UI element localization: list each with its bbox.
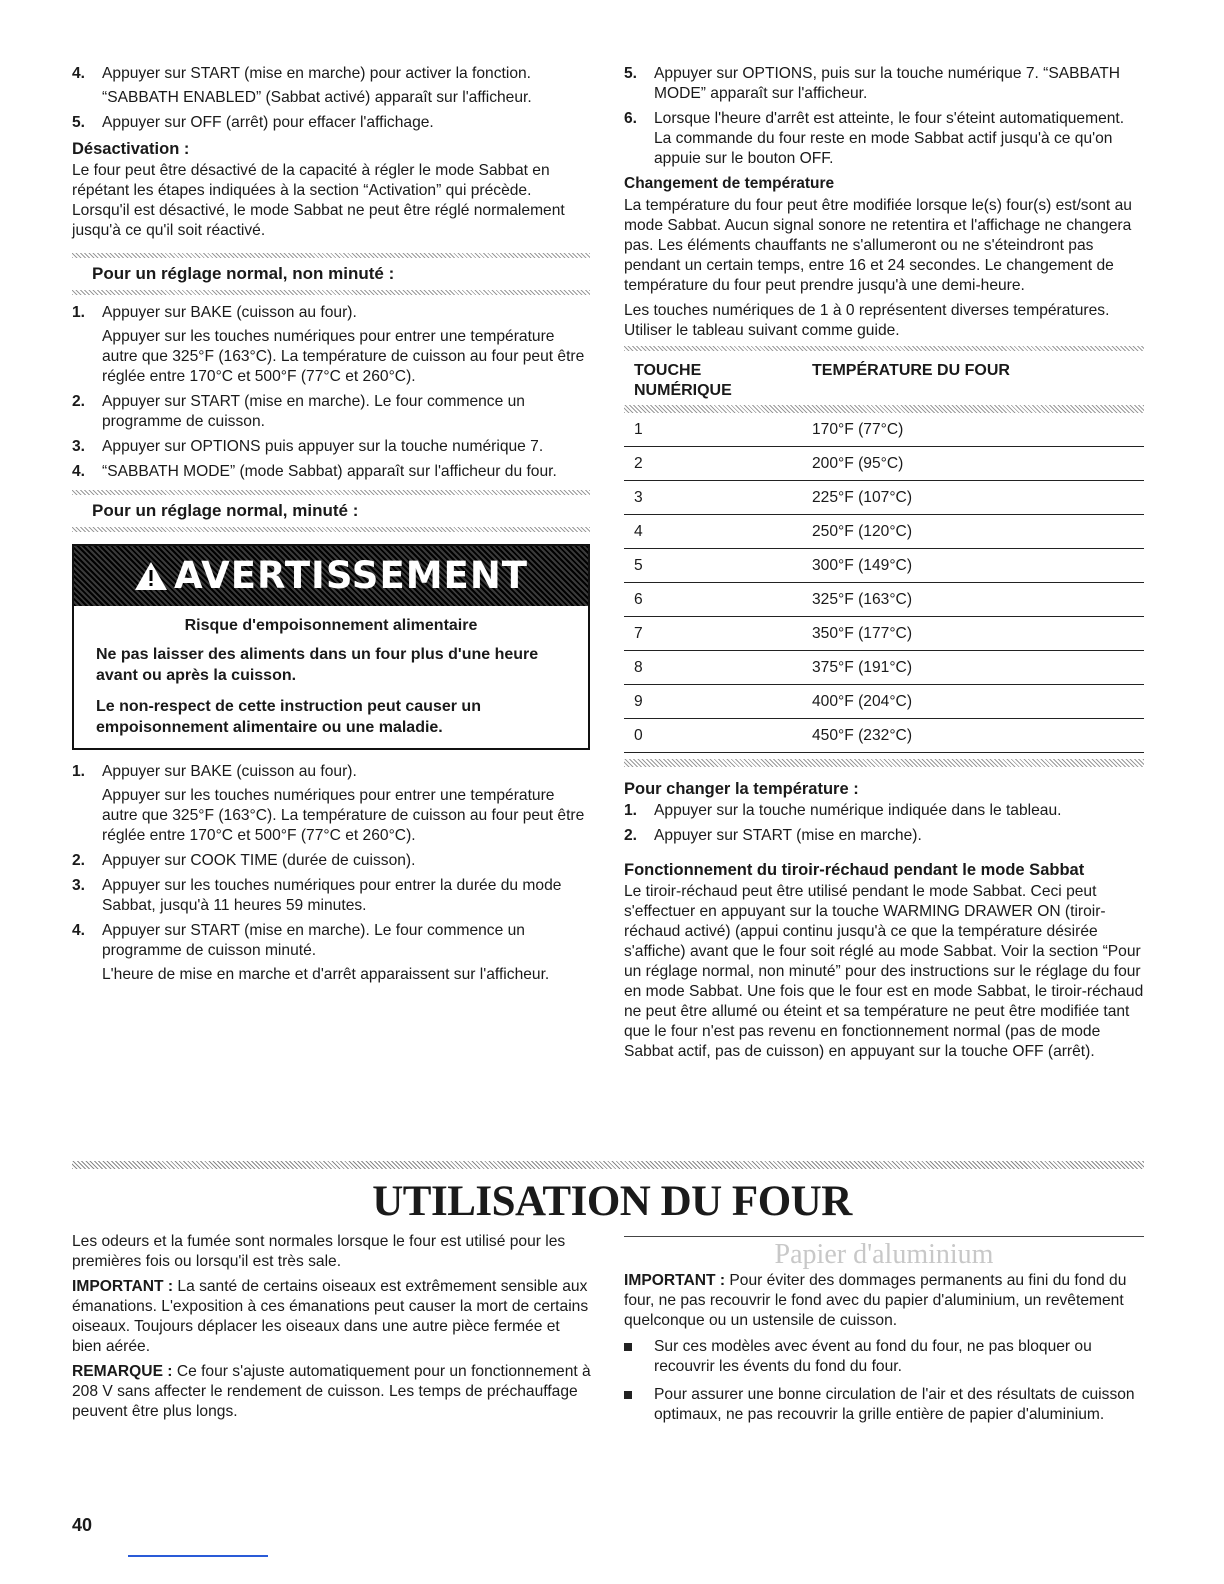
- divider: [624, 405, 1144, 413]
- temperature-change-text: Les touches numériques de 1 à 0 représentent diverses températures. Utiliser le tableau suivant comme guide.: [624, 302, 1110, 339]
- list-item: Sur ces modèles avec évent au fond du four, ne pas bloquer ou recouvrir les évents du fond du four.: [624, 1337, 1144, 1377]
- footer-link-line: [128, 1555, 268, 1557]
- intro-text: Les odeurs et la fumée sont normales lorsque le four est utilisé pour les premières fois ou lorsqu'il est très sale.: [72, 1233, 566, 1270]
- list-item: 4. “SABBATH MODE” (mode Sabbat) apparaît sur l'afficheur du four.: [72, 463, 557, 480]
- important-text: IMPORTANT : La santé de certains oiseaux est extrêmement sensible aux émanations. L'exposition à ces émanations peut causer la mort de certains oiseaux. Toujours déplacer les oiseaux dans une autre pièce fermée et bien aérée.: [72, 1278, 589, 1355]
- list-item: 3. Appuyer sur OPTIONS puis appuyer sur la touche numérique 7.: [72, 438, 544, 455]
- temperature-change-heading: Changement de température: [624, 175, 835, 192]
- change-temperature-heading: Pour changer la température :: [624, 780, 859, 798]
- table-row: 3 225°F (107°C): [624, 481, 1144, 515]
- divider: [72, 527, 590, 532]
- desactivation-heading: Désactivation :: [72, 140, 190, 158]
- normal-timed-heading: Pour un réglage normal, minuté :: [92, 501, 359, 520]
- list-item: 1. Appuyer sur BAKE (cuisson au four). Appuyer sur les touches numériques pour entrer une température autre que 325°F (163°C). La température de cuisson au four peut être réglée entre 170°C et 500°F (77°C et 260°C).: [72, 763, 585, 844]
- table-row: 9 400°F (204°C): [624, 685, 1144, 719]
- temperature-change-text: La température du four peut être modifiée lorsque le(s) four(s) est/sont au mode Sabbat. Aucun signal sonore ne retentira et l'affichage ne changera pas. Les éléments chauffants ne s'allumeront ou ne s'éteindront pas pendant un certain temps, entre 16 et 24 secondes. Le changement de température du four peut prendre jusqu'à une demi-heure.: [624, 197, 1132, 294]
- divider: [624, 759, 1144, 767]
- divider: [624, 346, 1144, 351]
- warming-drawer-text: Le tiroir-réchaud peut être utilisé pendant le mode Sabbat. Ceci peut s'effectuer en appuyant sur la touche WARMING DRAWER ON (tiroir-réchaud activé) (appui continu jusqu'à ce que la température désirée s'affiche) avant que le four soit réglé au mode Sabbat. Voir la section “Pour un réglage normal, non minuté” pour des instructions sur le réglage du four en mode Sabbat. Une fois que le four est en mode Sabbat, le tiroir-réchaud ne peut être allumé ou éteint et sa température ne peut être modifiée tant que le four n'est pas revenu en fonctionnement normal (pas de mode Sabbat actif, pas de cuisson) en appuyant sur la touche OFF (arrêt).: [624, 883, 1144, 1060]
- list-item: 4. Appuyer sur START (mise en marche) pour activer la fonction. “SABBATH ENABLED” (Sabbat activé) apparaît sur l'afficheur.: [72, 65, 532, 106]
- warning-triangle-icon: [134, 561, 168, 591]
- list-item: Pour assurer une bonne circulation de l'air et des résultats de cuisson optimaux, ne pas recouvrir la grille entière de papier d'aluminium.: [624, 1385, 1144, 1425]
- list-item: 5. Appuyer sur OPTIONS, puis sur la touche numérique 7. “SABBATH MODE” apparaît sur l'afficheur.: [624, 65, 1120, 102]
- left-column: [72, 64, 590, 990]
- list-item: 1. Appuyer sur la touche numérique indiquée dans le tableau.: [624, 802, 1062, 819]
- warning-banner: AVERTISSEMENT: [74, 546, 588, 606]
- bottom-left-column: [72, 1232, 592, 1427]
- list-item: 1. Appuyer sur BAKE (cuisson au four). Appuyer sur les touches numériques pour entrer une température autre que 325°F (163°C). La température de cuisson au four peut être réglée entre 170°C et 500°F (77°C et 260°C).: [72, 304, 585, 385]
- section-title: UTILISATION DU FOUR: [372, 1178, 852, 1225]
- page-number: 40: [72, 1515, 93, 1535]
- list-item: 4. Appuyer sur START (mise en marche). Le four commence un programme de cuisson minuté. L'heure de mise en marche et d'arrêt apparaissent sur l'afficheur.: [72, 922, 550, 983]
- list-item: 3. Appuyer sur les touches numériques pour entrer la durée du mode Sabbat, jusqu'à 11 heures 59 minutes.: [72, 877, 562, 914]
- temperature-table: [624, 359, 1144, 753]
- normal-untimed-heading: Pour un réglage normal, non minuté :: [92, 264, 395, 283]
- warning-line: Ne pas laisser des aliments dans un four plus d'une heure avant ou après la cuisson.: [96, 646, 539, 684]
- section-divider: [72, 1161, 1144, 1169]
- bullet-icon: [624, 1343, 632, 1351]
- list-item: 2. Appuyer sur START (mise en marche).: [624, 827, 922, 844]
- table-row: 0 450°F (232°C): [624, 719, 1144, 753]
- desactivation-text: Le four peut être désactivé de la capacité à régler le mode Sabbat en répétant les étapes indiquées à la section “Activation” qui précède. Lorsqu'il est désactivé, le mode Sabbat ne peut être réglé normalement jusqu'à ce qu'il soit réactivé.: [72, 162, 565, 239]
- table-header-temp: TEMPÉRATURE DU FOUR: [812, 362, 1010, 379]
- table-row: 6 325°F (163°C): [624, 583, 1144, 617]
- table-row: 4 250°F (120°C): [624, 515, 1144, 549]
- divider: [624, 1236, 1144, 1237]
- warning-subtitle: Risque d'empoisonnement alimentaire: [184, 617, 478, 634]
- table-row: 2 200°F (95°C): [624, 447, 1144, 481]
- right-column: [624, 64, 1144, 1067]
- list-item: 6. Lorsque l'heure d'arrêt est atteinte, le four s'éteint automatiquement. La commande du four reste en mode Sabbat actif jusqu'à ce qu'on appuie sur le bouton OFF.: [624, 110, 1125, 167]
- list-item: 2. Appuyer sur START (mise en marche). Le four commence un programme de cuisson.: [72, 393, 525, 430]
- table-row: 7 350°F (177°C): [624, 617, 1144, 651]
- aluminium-heading: Papier d'aluminium: [774, 1239, 994, 1270]
- warning-box: [72, 544, 590, 750]
- divider: [72, 290, 590, 295]
- bullet-icon: [624, 1391, 632, 1399]
- table-row: 5 300°F (149°C): [624, 549, 1144, 583]
- note-text: REMARQUE : Ce four s'ajuste automatiquement pour un fonctionnement à 208 V sans affecter le rendement de cuisson. Les temps de préchauffage peuvent être plus longs.: [72, 1363, 591, 1420]
- bottom-right-column: [624, 1232, 1144, 1433]
- table-row: 1 170°F (77°C): [624, 413, 1144, 447]
- table-row: 8 375°F (191°C): [624, 651, 1144, 685]
- warming-drawer-heading: Fonctionnement du tiroir-réchaud pendant le mode Sabbat: [624, 861, 1085, 879]
- list-item: 2. Appuyer sur COOK TIME (durée de cuisson).: [72, 852, 416, 869]
- table-header-key: TOUCHE NUMÉRIQUE: [634, 362, 732, 399]
- important-text: IMPORTANT : Pour éviter des dommages permanents au fini du fond du four, ne pas recouvrir le fond avec du papier d'aluminium, un revêtement quelconque ou un ustensile de cuisson.: [624, 1272, 1127, 1329]
- list-item: 5. Appuyer sur OFF (arrêt) pour effacer l'affichage.: [72, 114, 434, 131]
- warning-line: Le non-respect de cette instruction peut causer un empoisonnement alimentaire ou une maladie.: [96, 698, 481, 736]
